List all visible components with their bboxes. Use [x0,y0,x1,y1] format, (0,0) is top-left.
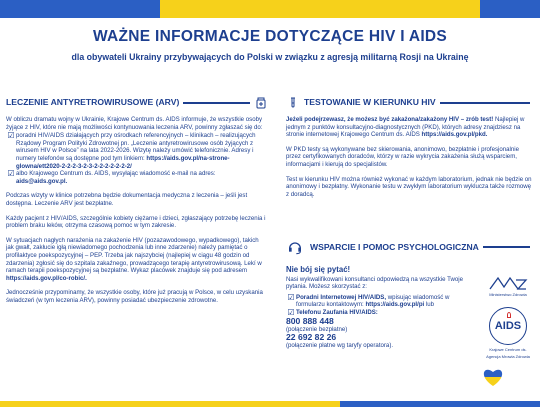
clinics-link[interactable]: https://aids.gov.pl/na-strone-glowna/ett2020-2-2-2-3-2-3-2-2-2-2-2-2-2/ [16,154,230,170]
helpline-label: Telefonu Zaufania HIV/AIDS: [296,308,378,316]
aids-ring-caption: Krajowe Centrum ds. [489,347,527,352]
testing-section-header [286,96,534,110]
section-divider [440,102,530,104]
psych-section-title: WSPARCIE I POMOC PSYCHOLOGICZNA [310,242,479,252]
ministry-logo-mark-icon [488,275,528,291]
psych-section-header [286,240,534,254]
headset-icon [286,238,304,256]
page-title: WAŻNE INFORMACJE DOTYCZĄCE HIV I AIDS [92,28,448,45]
arv-section [6,96,268,311]
top-bar-blue [0,0,160,18]
testing-callout: Jeżeli podejrzewasz, że możesz być zakażona/zakażony HIV – zrób test! [286,116,494,123]
list-item [286,294,466,309]
pep-link[interactable]: https://aids.gov.pl/co-robic/. [6,274,87,282]
clinic-info-text: poradni HIV/AIDS działających przy ośrodkach referencyjnych – klinikach – realizujących Rządowy Program Polityki Zdrowotnej pn. „Leczenie antyretrowirusowe osób żyjących z wirusem HIV w Polsce” na lata 2022-2026. Wizytę należy umówić telefonicznie. Adresy i numery telefonów są dostępne pod tym linkiem: [16,132,256,162]
insurance-text: Jednocześnie przypominamy, że wszystkie osoby, które już pracują w Polsce, w celu uzyskania świadczeń (w tym leczenia ARV), powinny posiadać ubezpieczenie zdrowotne. [6,289,263,304]
arv-section-header [6,96,268,110]
phone-free[interactable]: 800 888 448 [286,315,334,326]
ukraine-heart-icon [482,367,504,387]
ministry-logo [482,275,534,297]
pkd-link[interactable]: https://aids.gov.pl/pkd. [421,131,488,139]
phone-paid-note: (połączenie płatne wg taryfy operatora). [286,342,394,350]
online-clinic-label: Poradni Internetowej HIV/AIDS, [296,293,387,301]
page-subtitle: dla obywateli Ukrainy przybywających do Polski w związku z agresją militarną Rosji na Ukrainę [71,52,469,62]
medicine-bottle-icon [254,96,268,110]
top-color-bar [0,0,540,18]
psych-intro-text: Nasi wykwalifikowani konsultanci odpowiedzą na wszystkie Twoje pytania. Możesz skorzystać z: [286,275,464,291]
arv-intro-text: W obliczu dramatu wojny w Ukrainie, Krajowe Centrum ds. AIDS informuje, że wszystkie osoby żyjące z HIV, które nie mają możliwości kontynuowania leczenia ARV, powinny zgłaszać się do: [6,116,263,131]
checkbox-bullet-icon: ☑ [287,292,295,302]
test-tube-icon [286,96,300,110]
checkbox-bullet-icon: ☑ [287,307,295,317]
arv-section-title: LECZENIE ANTYRETROWIRUSOWE (ARV) [6,97,180,108]
pkd-info-text: W PKD testy są wykonywane bez skierowania, anonimowo, bezpłatnie i profesjonalnie przez certyfikowanych doradców, którzy w razie wykrycia zakażenia służą wsparciem, informacjami i kierują do specjalistów. [286,145,520,168]
top-bar-blue-right [480,0,540,18]
ministry-caption: Ministerstwo Zdrowia [489,292,527,297]
bottom-bar-blue [340,401,540,407]
email-info-text: albo Krajowego Centrum ds. AIDS, wysyłając wiadomość e-mail na adres: [16,170,216,178]
phone-free-note: (połączenie bezpłatne) [286,325,348,333]
patient-help-text: Każdy pacjent z HIV/AIDS, szczególnie kobiety ciężarne i dzieci, zgłaszający potrzebę leczenia i problem braku leków, otrzyma czasową pomoc w tym zakresie. [6,214,266,230]
list-item [6,132,268,170]
online-clinic-text: wpisując wiadomość w formularzu kontaktowym: [296,293,450,309]
documentation-text: Podczas wizyty w klinice potrzebna będzie dokumentacja medyczna z leczenia – jeśli jest dostępna. Leczenie ARV jest bezpłatne. [6,192,248,207]
testing-intro-text: Najlepiej w jednym z punktów konsultacyjno-diagnostycznych (PKD), których adresy znajdziesz na stronie internetowej Krajowego Centrum ds. AIDS [286,116,525,139]
testing-section [286,96,534,205]
section-divider [483,246,530,248]
aids-centre-logo [482,307,534,359]
testing-section-title: TESTOWANIE W KIERUNKU HIV [304,97,436,108]
logos-column [482,275,534,392]
section-divider [183,102,250,104]
bottom-color-bar [0,401,540,407]
checkbox-bullet-icon: ☑ [7,131,15,141]
phone-paid[interactable]: 22 692 82 26 [286,332,337,343]
pep-text: W sytuacjach nagłych narażenia na zakażenie HIV (pozazawodowego, wypadkowego), takich jak gwałt, zakłucie igłą niewiadomego pochodzenia lub inne zdarzenie) należy pamiętać o profilaktyce poekspozycyjnej – PEP. Trzeba jak najszybciej (najlepiej w ciągu 48 godzin od zdarzenia) zgłosić się do szpitala zakaźnego, prowadzącego terapię antyretrowirusową. Lekí w ramach terapii poekspozycyjnej są bezpłatne. Wykaz placówek znajduje się pod adresem [6,236,262,275]
aids-logo-ring [489,307,527,345]
red-ribbon-icon [507,312,511,318]
aids-logo-text: AIDS [494,320,522,332]
top-bar-yellow [160,0,480,18]
aids-caption: Agencja Mrowia Zdrowia [486,354,530,359]
list-item [6,170,268,185]
online-clinic-tail: lub [425,301,435,309]
email-link[interactable]: aids@aids.gov.pl. [16,177,68,185]
checkbox-bullet-icon: ☑ [7,169,15,179]
psych-heading: Nie bój się pytać! [286,265,351,274]
lab-info-text: Test w kierunku HIV można również wykonać w każdym laboratorium, jednak nie będzie on anonimowy i bezpłatny. Wykonanie testu w zwykłym laboratorium wykluczа także rozmowę z doradcą. [286,175,532,198]
bottom-bar-yellow [0,401,340,407]
online-clinic-link[interactable]: https://aids.gov.pl/pi [365,301,425,309]
